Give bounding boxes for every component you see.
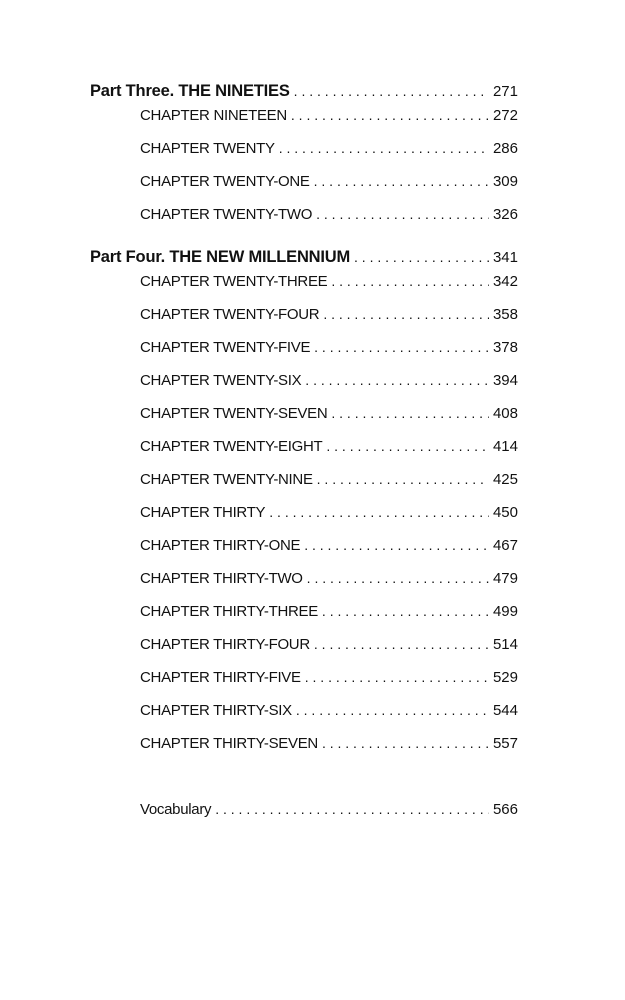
- toc-chapter-twenty-nine[interactable]: [90, 466, 518, 499]
- toc-chapter-twenty-five[interactable]: [90, 334, 518, 367]
- toc-chapter-thirty-six[interactable]: [90, 697, 518, 730]
- page-number: 467: [492, 537, 518, 554]
- dot-leader: [269, 499, 489, 525]
- toc-chapter-twenty-three[interactable]: [90, 268, 518, 301]
- dot-leader: [331, 268, 489, 294]
- page-number: 271: [492, 83, 518, 100]
- chapter-title: CHAPTER THIRTY-SEVEN: [140, 735, 318, 752]
- dot-leader: [307, 565, 489, 591]
- chapter-title: CHAPTER THIRTY-ONE: [140, 537, 301, 554]
- dot-leader: [296, 697, 489, 723]
- toc-chapter-twenty[interactable]: [90, 135, 518, 168]
- page-number: 499: [492, 603, 518, 620]
- toc-chapter-thirty-seven[interactable]: [90, 730, 518, 763]
- toc-part-four[interactable]: [90, 244, 518, 268]
- page-number: 358: [492, 306, 518, 323]
- toc-chapter-twenty-two[interactable]: [90, 201, 518, 234]
- chapter-title: CHAPTER TWENTY-EIGHT: [140, 438, 323, 455]
- toc-chapter-twenty-six[interactable]: [90, 367, 518, 400]
- chapter-title: CHAPTER THIRTY-THREE: [140, 603, 318, 620]
- page-number: 272: [492, 107, 518, 124]
- chapter-title: CHAPTER TWENTY-NINE: [140, 471, 313, 488]
- dot-leader: [314, 631, 489, 657]
- toc-chapter-thirty-two[interactable]: [90, 565, 518, 598]
- toc-part-three[interactable]: [90, 78, 518, 102]
- dot-leader: [323, 301, 489, 327]
- dot-leader: [305, 367, 489, 393]
- page-number: 450: [492, 504, 518, 521]
- chapter-title: CHAPTER THIRTY-FIVE: [140, 669, 301, 686]
- toc-chapter-thirty-three[interactable]: [90, 598, 518, 631]
- page-number: 309: [492, 173, 518, 190]
- toc-chapter-nineteen[interactable]: [90, 102, 518, 135]
- page-number: 425: [492, 471, 518, 488]
- chapter-title: CHAPTER TWENTY-SIX: [140, 372, 302, 389]
- chapter-title: CHAPTER TWENTY-FOUR: [140, 306, 320, 323]
- chapter-title: CHAPTER THIRTY-TWO: [140, 570, 303, 587]
- chapter-title: CHAPTER TWENTY-TWO: [140, 206, 313, 223]
- chapter-title: CHAPTER THIRTY-SIX: [140, 702, 292, 719]
- chapter-title: CHAPTER THIRTY-FOUR: [140, 636, 310, 653]
- toc-chapter-twenty-seven[interactable]: [90, 400, 518, 433]
- dot-leader: [322, 598, 489, 624]
- page-number: 566: [492, 801, 518, 818]
- chapter-title: CHAPTER TWENTY-SEVEN: [140, 405, 328, 422]
- table-of-contents: [90, 76, 518, 829]
- dot-leader: [316, 201, 489, 227]
- page-number: 529: [492, 669, 518, 686]
- page-number: 479: [492, 570, 518, 587]
- chapter-title: CHAPTER TWENTY-FIVE: [140, 339, 311, 356]
- dot-leader: [326, 433, 489, 459]
- dot-leader: [291, 102, 489, 128]
- chapter-title: CHAPTER THIRTY: [140, 504, 266, 521]
- dot-leader: [304, 532, 489, 558]
- dot-leader: [279, 135, 489, 161]
- dot-leader: [294, 78, 489, 104]
- toc-chapter-twenty-four[interactable]: [90, 301, 518, 334]
- page-number: 378: [492, 339, 518, 356]
- dot-leader: [354, 244, 489, 270]
- toc-chapter-thirty-one[interactable]: [90, 532, 518, 565]
- chapter-title: CHAPTER TWENTY-THREE: [140, 273, 328, 290]
- chapter-title: CHAPTER TWENTY-ONE: [140, 173, 310, 190]
- part-title: Part Three. THE NINETIES: [90, 82, 290, 100]
- dot-leader: [305, 664, 489, 690]
- page-number: 342: [492, 273, 518, 290]
- appendix-title: Vocabulary: [140, 801, 212, 818]
- toc-chapter-thirty[interactable]: [90, 499, 518, 532]
- page-number: 414: [492, 438, 518, 455]
- page-number: 286: [492, 140, 518, 157]
- part-title: Part Four. THE NEW MILLENNIUM: [90, 248, 351, 266]
- toc-chapter-thirty-five[interactable]: [90, 664, 518, 697]
- page-number: 341: [492, 249, 518, 266]
- dot-leader: [331, 400, 489, 426]
- dot-leader: [314, 168, 489, 194]
- toc-chapter-twenty-one[interactable]: [90, 168, 518, 201]
- toc-chapter-thirty-four[interactable]: [90, 631, 518, 664]
- page-number: 326: [492, 206, 518, 223]
- dot-leader: [322, 730, 489, 756]
- page-number: 557: [492, 735, 518, 752]
- dot-leader: [314, 334, 489, 360]
- dot-leader: [215, 796, 489, 822]
- page-number: 394: [492, 372, 518, 389]
- page-number: 514: [492, 636, 518, 653]
- page-number: 544: [492, 702, 518, 719]
- chapter-title: CHAPTER TWENTY: [140, 140, 275, 157]
- page-number: 408: [492, 405, 518, 422]
- dot-leader: [317, 466, 489, 492]
- chapter-title: CHAPTER NINETEEN: [140, 107, 287, 124]
- toc-vocabulary[interactable]: [90, 796, 518, 829]
- toc-chapter-twenty-eight[interactable]: [90, 433, 518, 466]
